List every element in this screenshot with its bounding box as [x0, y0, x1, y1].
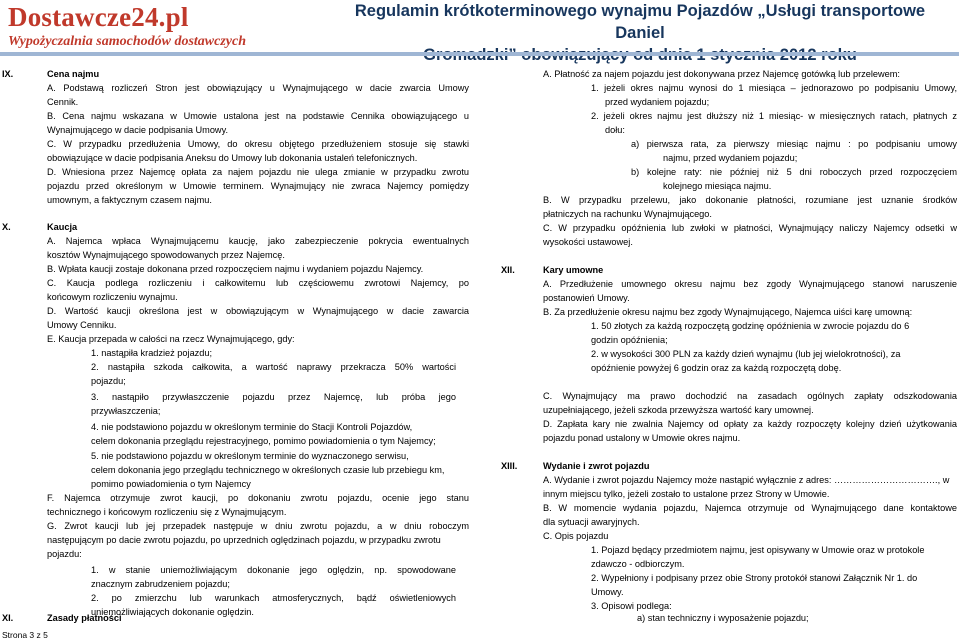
sub-list-item-continued: kolejnego miesiąca najmu.	[663, 181, 772, 191]
paragraph-line: Cennik.	[47, 97, 79, 107]
paragraph-line: następującym po dacie zwrotu pojazdu, po uprzednich oględzinach pojazdu, w przypadku zwrotu	[47, 535, 441, 545]
paragraph-line: D. Wartość kaucji określona jest w obowiązującym w Wynajmującego w dacie zawarcia	[47, 306, 469, 316]
section-title: Kaucja	[47, 222, 78, 232]
sub-list-item: a) stan techniczny i wyposażenie pojazdu;	[637, 613, 809, 623]
list-item-continued: przed wydaniem pojazdu;	[605, 97, 710, 107]
section-number: XI.	[2, 613, 14, 623]
paragraph-line: uzupełniającego, jeżeli szkoda przewyższa wartość kary umownej.	[543, 405, 814, 415]
list-item-continued: Umowy.	[591, 587, 624, 597]
logo-tagline: Wypożyczalnia samochodów dostawczych	[8, 34, 247, 49]
paragraph-line: D. Zapłata kary nie zwalnia Najemcy od opłaty za każdy rozpoczęty kolejny dzień użytkowania	[543, 419, 957, 429]
list-item: 2. nastąpiła szkoda całkowita, a wartość naprawy przekracza 50% wartości	[91, 362, 456, 372]
sub-list-item: a) pierwsza rata, za pierwszy miesiąc najmu : po podpisaniu umowy	[631, 139, 957, 149]
paragraph-line: Umowy Cenniku.	[47, 320, 117, 330]
list-item: 4. nie podstawiono pojazdu w określonym terminie do Stacji Kontroli Pojazdów,	[91, 422, 413, 432]
document-title-line-1: Regulamin krótkoterminowego wynajmu Pojazdów „Usługi transportowe Daniel	[354, 2, 926, 42]
document-title	[330, 0, 950, 66]
list-item: 1. Pojazd będący przedmiotem najmu, jest opisywany w Umowie oraz w protokole	[591, 545, 925, 555]
section-number: IX.	[2, 69, 14, 79]
list-item: 3. nastąpiło przywłaszczenie pojazdu przez Najemcę, lub próba jego	[91, 392, 456, 402]
paragraph-line: A. Najemca wpłaca Wynajmującemu kaucję, jako zabezpieczenie pokrycia ewentualnych	[47, 236, 469, 246]
list-item-continued: uniemożliwiających dokonanie oględzin.	[91, 607, 254, 617]
paragraph-line: dla sytuacji awaryjnych.	[543, 517, 640, 527]
sub-list-item: b) kolejne raty: nie później niż 5 dni roboczych przed rozpoczęciem	[631, 167, 957, 177]
list-item: 1. nastąpiła kradzież pojazdu;	[91, 348, 213, 358]
paragraph-line: pojazdu:	[47, 549, 82, 559]
list-item-continued: zdawczo - odbiorczym.	[591, 559, 685, 569]
paragraph-line: C. W przypadku opóźnienia lub zwłoki w płatności, Wynajmujący naliczy Najemcy odsetki w	[543, 223, 957, 233]
paragraph-line: B. W przypadku przelewu, jako dokonanie płatności, rozumiane jest uznanie środków	[543, 195, 957, 205]
paragraph-line: C. Wynajmujący ma prawo dochodzić na zasadach ogólnych zapłaty odszkodowania	[543, 391, 957, 401]
paragraph-line: A. Płatność za najem pojazdu jest dokonywana przez Najemcę gotówką lub przelewem:	[543, 69, 900, 79]
list-item-continued: godzin opóźnienia;	[591, 335, 668, 345]
list-item: 1. jeżeli okres najmu wynosi do 1 miesiąca – jednorazowo po podpisaniu Umowy,	[591, 83, 957, 93]
list-item-continued: opóźnienie powyżej 6 godzin oraz za każdą rozpoczętą dobę.	[591, 363, 842, 373]
paragraph-line: F. Najemca otrzymuje zwrot kaucji, po dokonaniu zwrotu pojazdu, ocenie jego stanu	[47, 493, 469, 503]
list-item: 1. w stanie uniemożliwiającym dokonanie jego oględzin, np. spowodowane	[91, 565, 456, 575]
paragraph-line: C. W przypadku przedłużenia Umowy, do okresu objętego przedłużeniem stosuje się stawki	[47, 139, 469, 149]
section-title: Cena najmu	[47, 69, 100, 79]
paragraph-line: B. Za przedłużenie okresu najmu bez zgody Wynajmującego, Najemca uiści karę umowną:	[543, 307, 913, 317]
list-item-continued: przywłaszczenia;	[91, 406, 161, 416]
paragraph-line: obowiązujące w dacie podpisania Aneksu do Umowy lub dokonania ustaleń telefonicznych.	[47, 153, 418, 163]
paragraph-line: umownym, a faktycznym czasem najmu.	[47, 195, 212, 205]
list-item-continued: dołu:	[605, 125, 625, 135]
list-item-continued: znacznym zabrudzeniem pojazdu;	[91, 579, 230, 589]
paragraph-line: A. Wydanie i zwrot pojazdu Najemcy może nastąpić wyłącznie z adres: ……………………………., w	[543, 475, 950, 485]
paragraph-line: A. Przedłużenie umownego okresu najmu bez zgody Wynajmującego stanowi naruszenie	[543, 279, 957, 289]
paragraph-line: postanowień Umowy.	[543, 293, 630, 303]
paragraph-line: innym miejscu tylko, jeżeli zostało to ustalone przez Strony w Umowie.	[543, 489, 830, 499]
section-number: XIII.	[501, 461, 518, 471]
page-number: Strona 3 z 5	[2, 630, 48, 640]
paragraph-line: A. Podstawą rozliczeń Stron jest obowiązujący u Wynajmującego w dacie zwarcia Umowy	[47, 83, 469, 93]
paragraph-line: D. Wniesiona przez Najemcę opłata za najem pojazdu nie ulega zmianie w przypadku zwrotu	[47, 167, 469, 177]
section-number: X.	[2, 222, 11, 232]
section-number: XII.	[501, 265, 515, 275]
logo-wordmark: Dostawcze24.pl	[8, 2, 189, 32]
list-item: 2. w wysokości 300 PLN za każdy dzień wynajmu (lub jej wielokrotności), za	[591, 349, 901, 359]
list-item: 3. Opisowi podlega:	[591, 601, 672, 611]
header-divider	[0, 52, 959, 56]
list-item-continued: pomimo powiadomienia o tym Najemcy	[91, 479, 251, 489]
paragraph-line: Wynajmującego w dacie podpisania Umowy.	[47, 125, 229, 135]
paragraph-line: końcowym rozliczeniu wynajmu.	[47, 292, 178, 302]
paragraph-line: B. W momencie wydania pojazdu, Najemca otrzymuje od Wynajmującego dane kontaktowe	[543, 503, 957, 513]
paragraph-line: technicznego i końcowym rozliczeniu się z Wynajmującym.	[47, 507, 287, 517]
list-item-continued: celem dokonania przeglądu rejestracyjnego, pomimo powiadomienia o tym Najemcy;	[91, 436, 436, 446]
list-item: 2. jeżeli okres najmu jest dłuższy niż 1 miesiąc- w miesięcznych ratach, płatnych z	[591, 111, 957, 121]
list-item: 1. 50 złotych za każdą rozpoczętą godzinę opóźnienia w zwrocie pojazdu do 6	[591, 321, 910, 331]
section-title: Wydanie i zwrot pojazdu	[543, 461, 650, 471]
company-logo	[8, 2, 308, 50]
sub-list-item-continued: najmu, przed wydaniem pojazdu;	[663, 153, 798, 163]
paragraph-line: B. Cena najmu wskazana w Umowie ustalona jest na podstawie Cennika obowiązującego u	[47, 111, 469, 121]
section-title: Zasady płatności	[47, 613, 122, 623]
paragraph-line: G. Zwrot kaucji lub jej przepadek następuje w dniu zwrotu pojazdu, a w dniu roboczym	[47, 521, 469, 531]
paragraph-line: wysokości ustawowej.	[543, 237, 633, 247]
paragraph-line: C. Opis pojazdu	[543, 531, 609, 541]
list-item-continued: celem dokonania jego przeglądu technicznego w określonych czasie lub przebiegu km,	[91, 465, 445, 475]
list-item: 5. nie podstawiono pojazdu w określonym terminie do wyznaczonego serwisu,	[91, 451, 409, 461]
list-item: 2. Wypełniony i podpisany przez obie Strony protokół stanowi Załącznik Nr 1. do	[591, 573, 918, 583]
paragraph-line: B. Wpłata kaucji zostaje dokonana przed rozpoczęciem najmu i wydaniem pojazdu Najemcy.	[47, 264, 424, 274]
paragraph-line: pojazdu przed określonym w Umowie terminem. Wynajmujący nie zwraca Najemcy pomiędzy	[47, 181, 469, 191]
paragraph-line: płatniczych na rachunku Wynajmującego.	[543, 209, 712, 219]
section-title: Kary umowne	[543, 265, 604, 275]
paragraph-line: E. Kaucja przepada w całości na rzecz Wynajmującego, gdy:	[47, 334, 295, 344]
list-item-continued: pojazdu;	[91, 376, 126, 386]
paragraph-line: C. Kaucja podlega rozliczeniu i całkowitemu lub częściowemu zwrotowi Najemcy, po	[47, 278, 469, 288]
paragraph-line: kosztów Wynajmującego spowodowanych przez Najemcę.	[47, 250, 285, 260]
paragraph-line: pojazdu ponad ustalony w Umowie okres najmu.	[543, 433, 741, 443]
list-item: 2. po zmierzchu lub warunkach atmosferycznych, bądź oświetleniowych	[91, 593, 456, 603]
